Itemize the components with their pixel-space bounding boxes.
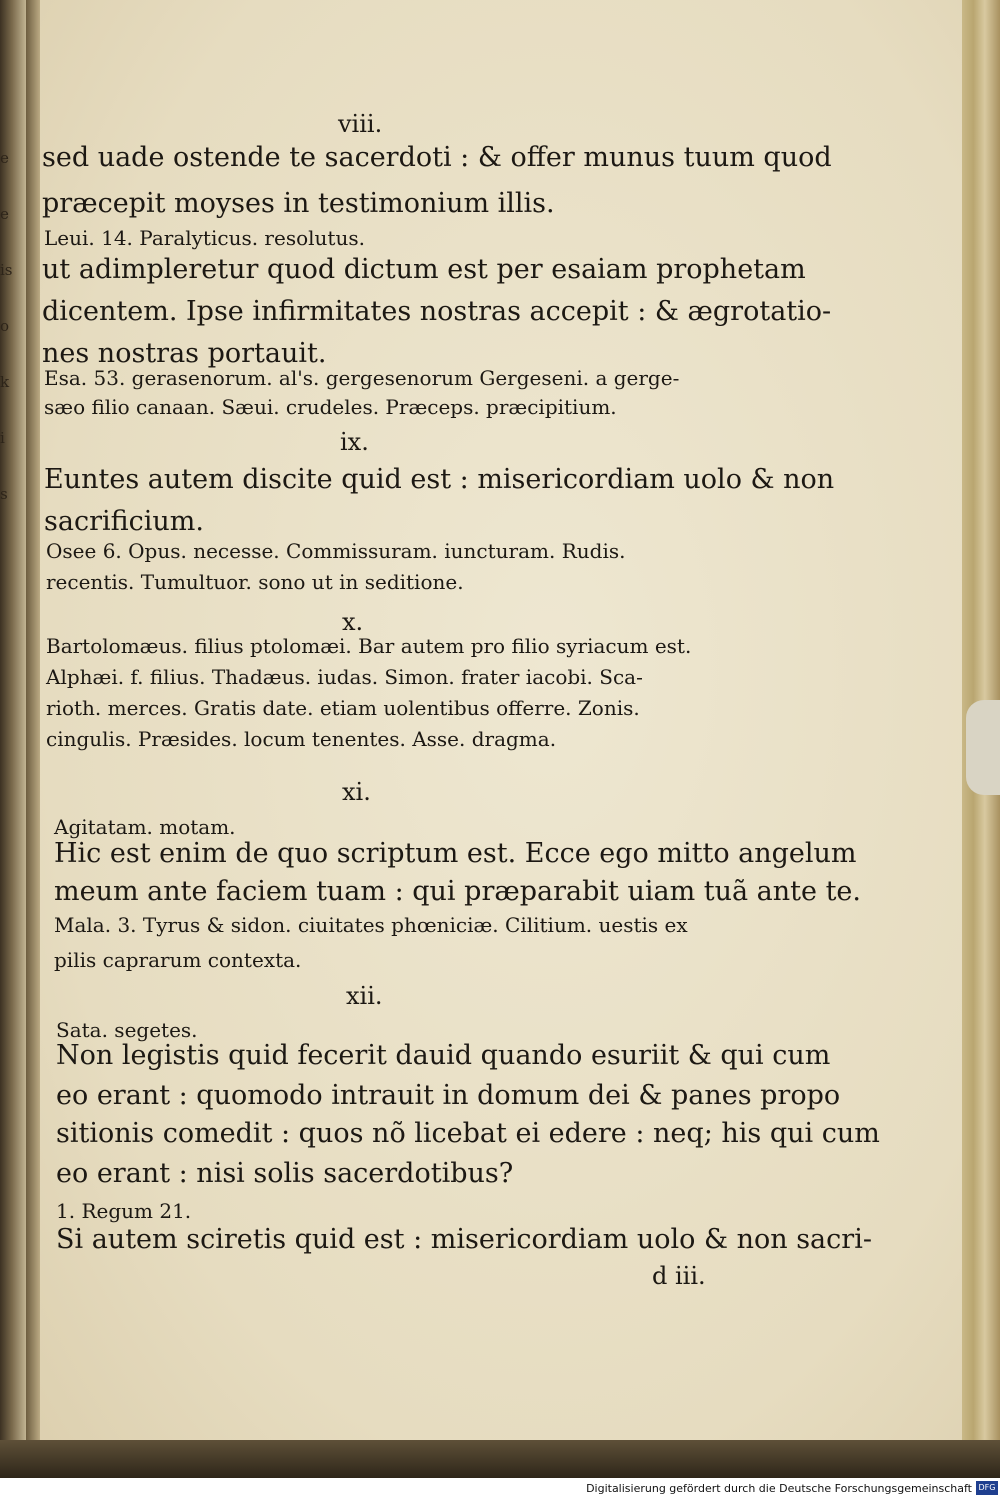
text-line: Non legistis quid fecerit dauid quando esuriit & qui cum [56,1040,831,1071]
gloss-line: rioth. merces. Gratis date. etiam uolentibus offerre. Zonis. [46,696,640,720]
dfg-credit-text: Digitalisierung gefördert durch die Deutsche Forschungsgemeinschaft [586,1482,972,1495]
gloss-line: pilis caprarum contexta. [54,948,302,972]
left-margin-mark: e [0,205,9,223]
left-margin-mark: is [0,261,13,279]
chapter-heading: xi. [342,778,371,806]
gloss-line: sæo filio canaan. Sæui. crudeles. Præceps. præcipitium. [44,395,617,419]
dfg-logo: DFG [976,1481,998,1495]
text-line: nes nostras portauit. [42,338,327,369]
text-line: eo erant : nisi solis sacerdotibus? [56,1158,514,1189]
text-line: eo erant : quomodo intrauit in domum dei & panes propo [56,1080,841,1111]
text-line: Si autem sciretis quid est : misericordiam uolo & non sacri- [56,1224,872,1255]
text-line: meum ante faciem tuam : qui præparabit uiam tuã ante te. [54,876,861,907]
gloss-line: Mala. 3. Tyrus & sidon. ciuitates phœniciæ. Cilitium. uestis ex [54,913,688,937]
chapter-heading: viii. [338,110,383,138]
text-line: dicentem. Ipse infirmitates nostras accepit : & ægrotatio- [42,296,832,327]
left-margin-mark: k [0,373,10,391]
left-margin-mark: e [0,149,9,167]
bottom-binding [0,1440,1000,1478]
left-margin-mark: s [0,485,8,503]
text-line: Euntes autem discite quid est : misericordiam uolo & non [44,464,835,495]
chapter-heading: d iii. [652,1262,706,1290]
gloss-line: Bartolomæus. filius ptolomæi. Bar autem pro filio syriacum est. [46,634,692,658]
gloss-line: Leui. 14. Paralyticus. resolutus. [44,226,365,250]
text-line: sed uade ostende te sacerdoti : & offer munus tuum quod [42,142,832,173]
text-line: Hic est enim de quo scriptum est. Ecce ego mitto angelum [54,838,857,869]
chapter-heading: x. [342,608,364,636]
gloss-line: recentis. Tumultuor. sono ut in seditione. [46,570,464,594]
text-line: ut adimpleretur quod dictum est per esaiam prophetam [42,254,806,285]
left-margin-marks [0,130,26,522]
text-line: sacrificium. [44,506,204,537]
gloss-line: Alphæi. f. filius. Thadæus. iudas. Simon. frater iacobi. Sca- [46,665,643,689]
gloss-line: Esa. 53. gerasenorum. al's. gergesenorum Gergeseni. a gerge- [44,366,680,390]
chapter-heading: ix. [340,428,369,456]
left-margin-mark: o [0,317,10,335]
text-line: præcepit moyses in testimonium illis. [42,188,555,219]
gloss-line: Sata. segetes. [56,1018,198,1042]
gloss-line: cingulis. Præsides. locum tenentes. Asse. dragma. [46,727,557,751]
gloss-line: Agitatam. motam. [54,815,236,839]
chapter-heading: xii. [346,982,383,1010]
gloss-line: 1. Regum 21. [56,1199,192,1223]
gloss-line: Osee 6. Opus. necesse. Commissuram. iuncturam. Rudis. [46,539,626,563]
text-line: sitionis comedit : quos nõ licebat ei edere : neq; his qui cum [56,1118,880,1149]
paper-tab [966,700,1000,795]
left-margin-mark: i [0,429,5,447]
